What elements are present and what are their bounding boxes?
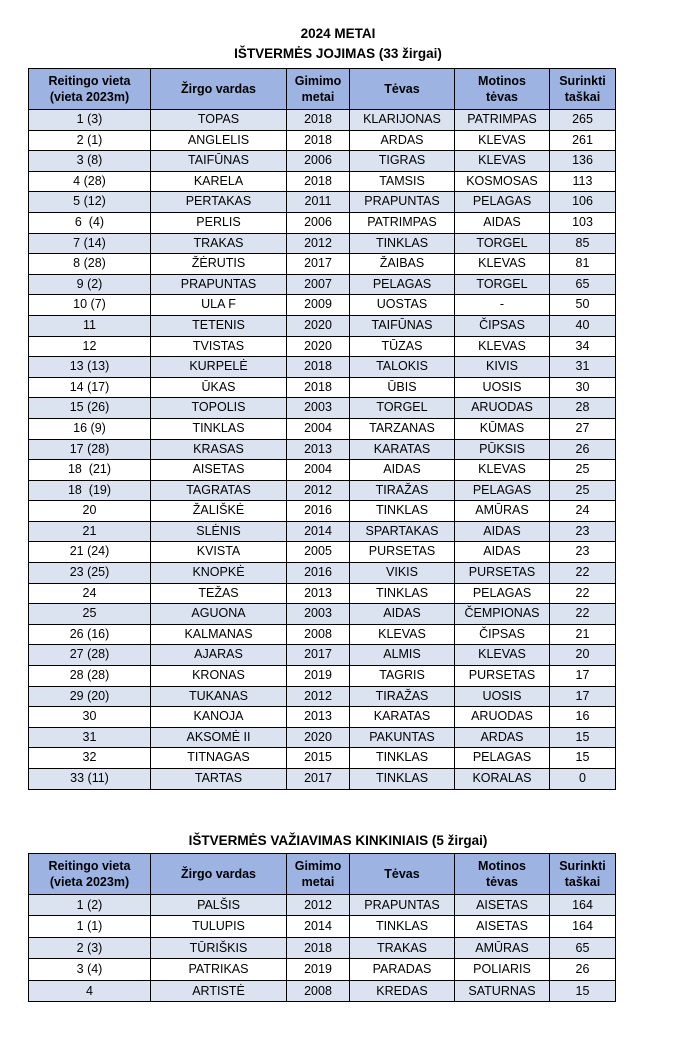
father-cell: KARATAS: [350, 707, 455, 728]
rank-cell: 27 (28): [29, 645, 151, 666]
father-cell: TARZANAS: [350, 418, 455, 439]
rank-cell: 5 (12): [29, 192, 151, 213]
name-cell: TOPAS: [151, 110, 287, 131]
table-row: [29, 192, 616, 213]
mother-father-cell: KLEVAS: [455, 460, 550, 481]
name-cell: AKSOMĖ II: [151, 727, 287, 748]
birth-year-cell: 2009: [287, 295, 350, 316]
points-cell: 21: [550, 624, 616, 645]
endurance-riding-table: [28, 68, 616, 790]
rank-cell: 29 (20): [29, 686, 151, 707]
father-cell: ARDAS: [350, 130, 455, 151]
points-cell: 23: [550, 521, 616, 542]
name-cell: PRAPUNTAS: [151, 274, 287, 295]
rank-cell: 15 (26): [29, 398, 151, 419]
mother-father-cell: PURSETAS: [455, 666, 550, 687]
name-cell: PALŠIS: [151, 895, 287, 916]
mother-father-cell: KOSMOSAS: [455, 171, 550, 192]
name-cell: TAIFŪNAS: [151, 151, 287, 172]
birth-year-cell: 2019: [287, 959, 350, 980]
rank-cell: 3 (4): [29, 959, 151, 980]
father-cell: ALMIS: [350, 645, 455, 666]
name-cell: AGUONA: [151, 604, 287, 625]
mother-father-cell: AIDAS: [455, 521, 550, 542]
birth-year-cell: 2013: [287, 707, 350, 728]
name-cell: KRASAS: [151, 439, 287, 460]
name-cell: TULUPIS: [151, 916, 287, 937]
father-cell: TŪZAS: [350, 336, 455, 357]
name-cell: KVISTA: [151, 542, 287, 563]
birth-year-cell: 2019: [287, 666, 350, 687]
father-cell: PRAPUNTAS: [350, 895, 455, 916]
rank-cell: 21 (24): [29, 542, 151, 563]
points-cell: 17: [550, 686, 616, 707]
rank-cell: 3 (8): [29, 151, 151, 172]
rank-cell: 2 (1): [29, 130, 151, 151]
father-cell: TINKLAS: [350, 748, 455, 769]
name-cell: SLĖNIS: [151, 521, 287, 542]
points-cell: 25: [550, 460, 616, 481]
mother-father-cell: KLEVAS: [455, 645, 550, 666]
points-cell: 15: [550, 727, 616, 748]
points-cell: 31: [550, 357, 616, 378]
rank-cell: 32: [29, 748, 151, 769]
table-row: [29, 727, 616, 748]
points-cell: 25: [550, 480, 616, 501]
points-cell: 265: [550, 110, 616, 131]
table-row: [29, 274, 616, 295]
points-cell: 261: [550, 130, 616, 151]
mother-father-cell: PURSETAS: [455, 563, 550, 584]
points-cell: 20: [550, 645, 616, 666]
header-row: [29, 854, 616, 895]
rank-cell: 4: [29, 980, 151, 1001]
name-cell: ULA F: [151, 295, 287, 316]
rank-cell: 28 (28): [29, 666, 151, 687]
birth-year-cell: 2017: [287, 645, 350, 666]
birth-year-cell: 2017: [287, 254, 350, 275]
points-cell: 15: [550, 980, 616, 1001]
father-cell: VIKIS: [350, 563, 455, 584]
points-cell: 164: [550, 895, 616, 916]
father-cell: TORGEL: [350, 398, 455, 419]
col-header-mother-father: Motinos tėvas: [455, 69, 550, 110]
mother-father-cell: PŪKSIS: [455, 439, 550, 460]
birth-year-cell: 2020: [287, 336, 350, 357]
points-cell: 106: [550, 192, 616, 213]
mother-father-cell: KLEVAS: [455, 151, 550, 172]
name-cell: TOPOLIS: [151, 398, 287, 419]
table-row: [29, 501, 616, 522]
rank-cell: 33 (11): [29, 769, 151, 790]
rank-cell: 8 (28): [29, 254, 151, 275]
table-row: [29, 171, 616, 192]
endurance-driving-table: [28, 853, 616, 1002]
table-row: [29, 151, 616, 172]
mother-father-cell: AISETAS: [455, 895, 550, 916]
table-row: [29, 686, 616, 707]
points-cell: 28: [550, 398, 616, 419]
rank-cell: 17 (28): [29, 439, 151, 460]
points-cell: 16: [550, 707, 616, 728]
rank-cell: 21: [29, 521, 151, 542]
name-cell: KARELA: [151, 171, 287, 192]
rank-cell: 13 (13): [29, 357, 151, 378]
table-row: [29, 916, 616, 937]
table-row: [29, 645, 616, 666]
rank-cell: 24: [29, 583, 151, 604]
table-row: [29, 110, 616, 131]
mother-father-cell: PELAGAS: [455, 748, 550, 769]
mother-father-cell: AIDAS: [455, 212, 550, 233]
name-cell: KRONAS: [151, 666, 287, 687]
col-header-father: Tėvas: [350, 854, 455, 895]
mother-father-cell: POLIARIS: [455, 959, 550, 980]
table-row: [29, 480, 616, 501]
mother-father-cell: AMŪRAS: [455, 501, 550, 522]
table-row: [29, 624, 616, 645]
father-cell: AIDAS: [350, 604, 455, 625]
mother-father-cell: UOSIS: [455, 377, 550, 398]
points-cell: 81: [550, 254, 616, 275]
mother-father-cell: KŪMAS: [455, 418, 550, 439]
points-cell: 136: [550, 151, 616, 172]
father-cell: UOSTAS: [350, 295, 455, 316]
rank-cell: 1 (1): [29, 916, 151, 937]
col-header-rank: Reitingo vieta (vieta 2023m): [29, 854, 151, 895]
table-row: [29, 563, 616, 584]
father-cell: KREDAS: [350, 980, 455, 1001]
father-cell: TAIFŪNAS: [350, 315, 455, 336]
table-row: [29, 666, 616, 687]
col-header-points: Surinkti taškai: [550, 854, 616, 895]
mother-father-cell: ČIPSAS: [455, 624, 550, 645]
birth-year-cell: 2016: [287, 501, 350, 522]
birth-year-cell: 2003: [287, 398, 350, 419]
name-cell: AJARAS: [151, 645, 287, 666]
father-cell: KLEVAS: [350, 624, 455, 645]
col-header-name: Žirgo vardas: [151, 69, 287, 110]
mother-father-cell: SATURNAS: [455, 980, 550, 1001]
birth-year-cell: 2008: [287, 980, 350, 1001]
name-cell: TRAKAS: [151, 233, 287, 254]
name-cell: TVISTAS: [151, 336, 287, 357]
father-cell: TINKLAS: [350, 916, 455, 937]
points-cell: 26: [550, 959, 616, 980]
birth-year-cell: 2018: [287, 377, 350, 398]
name-cell: TUKANAS: [151, 686, 287, 707]
rank-cell: 25: [29, 604, 151, 625]
points-cell: 23: [550, 542, 616, 563]
birth-year-cell: 2006: [287, 212, 350, 233]
mother-father-cell: -: [455, 295, 550, 316]
points-cell: 24: [550, 501, 616, 522]
name-cell: ŽALIŠKĖ: [151, 501, 287, 522]
father-cell: SPARTAKAS: [350, 521, 455, 542]
table-row: [29, 398, 616, 419]
father-cell: PAKUNTAS: [350, 727, 455, 748]
table-row: [29, 707, 616, 728]
name-cell: ARTISTĖ: [151, 980, 287, 1001]
rank-cell: 10 (7): [29, 295, 151, 316]
col-header-mother-father: Motinos tėvas: [455, 854, 550, 895]
rank-cell: 1 (3): [29, 110, 151, 131]
mother-father-cell: UOSIS: [455, 686, 550, 707]
table-row: [29, 377, 616, 398]
birth-year-cell: 2015: [287, 748, 350, 769]
mother-father-cell: PELAGAS: [455, 192, 550, 213]
rank-cell: 4 (28): [29, 171, 151, 192]
mother-father-cell: KORALAS: [455, 769, 550, 790]
year-title: 2024 METAI: [300, 26, 376, 41]
rank-cell: 23 (25): [29, 563, 151, 584]
table-row: [29, 604, 616, 625]
table-row: [29, 959, 616, 980]
mother-father-cell: ARUODAS: [455, 707, 550, 728]
birth-year-cell: 2005: [287, 542, 350, 563]
birth-year-cell: 2018: [287, 110, 350, 131]
points-cell: 15: [550, 748, 616, 769]
table-row: [29, 254, 616, 275]
table-row: [29, 980, 616, 1001]
mother-father-cell: TORGEL: [455, 274, 550, 295]
table-row: [29, 357, 616, 378]
mother-father-cell: KLEVAS: [455, 336, 550, 357]
rank-cell: 7 (14): [29, 233, 151, 254]
father-cell: TALOKIS: [350, 357, 455, 378]
name-cell: TARTAS: [151, 769, 287, 790]
birth-year-cell: 2012: [287, 233, 350, 254]
mother-father-cell: ČEMPIONAS: [455, 604, 550, 625]
father-cell: TINKLAS: [350, 233, 455, 254]
name-cell: TEŽAS: [151, 583, 287, 604]
name-cell: PATRIKAS: [151, 959, 287, 980]
mother-father-cell: AISETAS: [455, 916, 550, 937]
father-cell: ŽAIBAS: [350, 254, 455, 275]
father-cell: PARADAS: [350, 959, 455, 980]
points-cell: 85: [550, 233, 616, 254]
name-cell: PERLIS: [151, 212, 287, 233]
col-header-name: Žirgo vardas: [151, 854, 287, 895]
rank-cell: 20: [29, 501, 151, 522]
rank-cell: 30: [29, 707, 151, 728]
points-cell: 113: [550, 171, 616, 192]
rank-cell: 2 (3): [29, 937, 151, 958]
father-cell: TIRAŽAS: [350, 480, 455, 501]
birth-year-cell: 2018: [287, 357, 350, 378]
table-row: [29, 895, 616, 916]
father-cell: PRAPUNTAS: [350, 192, 455, 213]
mother-father-cell: TORGEL: [455, 233, 550, 254]
father-cell: ŪBIS: [350, 377, 455, 398]
points-cell: 34: [550, 336, 616, 357]
table-row: [29, 418, 616, 439]
mother-father-cell: ARDAS: [455, 727, 550, 748]
points-cell: 26: [550, 439, 616, 460]
table-row: [29, 212, 616, 233]
section2-title: IŠTVERMĖS VAŽIAVIMAS KINKINIAIS (5 žirgai): [188, 833, 488, 848]
birth-year-cell: 2007: [287, 274, 350, 295]
points-cell: 30: [550, 377, 616, 398]
col-header-points: Surinkti taškai: [550, 69, 616, 110]
mother-father-cell: ARUODAS: [455, 398, 550, 419]
table-row: [29, 937, 616, 958]
col-header-birth: Gimimo metai: [287, 69, 350, 110]
table-row: [29, 439, 616, 460]
points-cell: 0: [550, 769, 616, 790]
birth-year-cell: 2020: [287, 315, 350, 336]
name-cell: PERTAKAS: [151, 192, 287, 213]
section1-title: IŠTVERMĖS JOJIMAS (33 žirgai): [234, 46, 442, 61]
header-row: [29, 69, 616, 110]
name-cell: TITNAGAS: [151, 748, 287, 769]
points-cell: 40: [550, 315, 616, 336]
table-row: [29, 521, 616, 542]
points-cell: 22: [550, 583, 616, 604]
name-cell: KALMANAS: [151, 624, 287, 645]
table-row: [29, 748, 616, 769]
points-cell: 103: [550, 212, 616, 233]
mother-father-cell: PELAGAS: [455, 480, 550, 501]
name-cell: KNOPKĖ: [151, 563, 287, 584]
name-cell: KANOJA: [151, 707, 287, 728]
father-cell: TAGRIS: [350, 666, 455, 687]
birth-year-cell: 2011: [287, 192, 350, 213]
birth-year-cell: 2014: [287, 916, 350, 937]
name-cell: ŽĖRUTIS: [151, 254, 287, 275]
father-cell: KARATAS: [350, 439, 455, 460]
points-cell: 65: [550, 937, 616, 958]
father-cell: TINKLAS: [350, 501, 455, 522]
rank-cell: 9 (2): [29, 274, 151, 295]
points-cell: 22: [550, 604, 616, 625]
name-cell: TETENIS: [151, 315, 287, 336]
table-row: [29, 130, 616, 151]
rank-cell: 26 (16): [29, 624, 151, 645]
rank-cell: 1 (2): [29, 895, 151, 916]
table-row: [29, 336, 616, 357]
col-header-rank: Reitingo vieta (vieta 2023m): [29, 69, 151, 110]
father-cell: TAMSIS: [350, 171, 455, 192]
birth-year-cell: 2013: [287, 583, 350, 604]
birth-year-cell: 2018: [287, 171, 350, 192]
mother-father-cell: KLEVAS: [455, 130, 550, 151]
rank-cell: 31: [29, 727, 151, 748]
birth-year-cell: 2013: [287, 439, 350, 460]
birth-year-cell: 2016: [287, 563, 350, 584]
birth-year-cell: 2004: [287, 460, 350, 481]
mother-father-cell: KIVIS: [455, 357, 550, 378]
points-cell: 22: [550, 563, 616, 584]
birth-year-cell: 2017: [287, 769, 350, 790]
points-cell: 50: [550, 295, 616, 316]
mother-father-cell: ČIPSAS: [455, 315, 550, 336]
rank-cell: 12: [29, 336, 151, 357]
name-cell: TŪRIŠKIS: [151, 937, 287, 958]
points-cell: 27: [550, 418, 616, 439]
rank-cell: 18 (21): [29, 460, 151, 481]
birth-year-cell: 2004: [287, 418, 350, 439]
rank-cell: 11: [29, 315, 151, 336]
father-cell: AIDAS: [350, 460, 455, 481]
name-cell: ŪKAS: [151, 377, 287, 398]
mother-father-cell: PATRIMPAS: [455, 110, 550, 131]
rank-cell: 6 (4): [29, 212, 151, 233]
table-row: [29, 315, 616, 336]
father-cell: PELAGAS: [350, 274, 455, 295]
col-header-father: Tėvas: [350, 69, 455, 110]
mother-father-cell: KLEVAS: [455, 254, 550, 275]
birth-year-cell: 2020: [287, 727, 350, 748]
birth-year-cell: 2012: [287, 895, 350, 916]
birth-year-cell: 2012: [287, 686, 350, 707]
mother-father-cell: PELAGAS: [455, 583, 550, 604]
name-cell: ANGLELIS: [151, 130, 287, 151]
table-row: [29, 460, 616, 481]
points-cell: 17: [550, 666, 616, 687]
rank-cell: 16 (9): [29, 418, 151, 439]
name-cell: AISETAS: [151, 460, 287, 481]
father-cell: PATRIMPAS: [350, 212, 455, 233]
birth-year-cell: 2018: [287, 130, 350, 151]
mother-father-cell: AMŪRAS: [455, 937, 550, 958]
points-cell: 65: [550, 274, 616, 295]
name-cell: KURPELĖ: [151, 357, 287, 378]
table-row: [29, 295, 616, 316]
table-row: [29, 583, 616, 604]
rank-cell: 18 (19): [29, 480, 151, 501]
father-cell: TINKLAS: [350, 583, 455, 604]
table-row: [29, 769, 616, 790]
table-row: [29, 233, 616, 254]
birth-year-cell: 2006: [287, 151, 350, 172]
mother-father-cell: AIDAS: [455, 542, 550, 563]
birth-year-cell: 2014: [287, 521, 350, 542]
father-cell: TRAKAS: [350, 937, 455, 958]
points-cell: 164: [550, 916, 616, 937]
father-cell: KLARIJONAS: [350, 110, 455, 131]
birth-year-cell: 2003: [287, 604, 350, 625]
table-row: [29, 542, 616, 563]
birth-year-cell: 2012: [287, 480, 350, 501]
father-cell: TIRAŽAS: [350, 686, 455, 707]
birth-year-cell: 2018: [287, 937, 350, 958]
birth-year-cell: 2008: [287, 624, 350, 645]
name-cell: TAGRATAS: [151, 480, 287, 501]
father-cell: TINKLAS: [350, 769, 455, 790]
father-cell: TIGRAS: [350, 151, 455, 172]
rank-cell: 14 (17): [29, 377, 151, 398]
name-cell: TINKLAS: [151, 418, 287, 439]
father-cell: PURSETAS: [350, 542, 455, 563]
col-header-birth: Gimimo metai: [287, 854, 350, 895]
